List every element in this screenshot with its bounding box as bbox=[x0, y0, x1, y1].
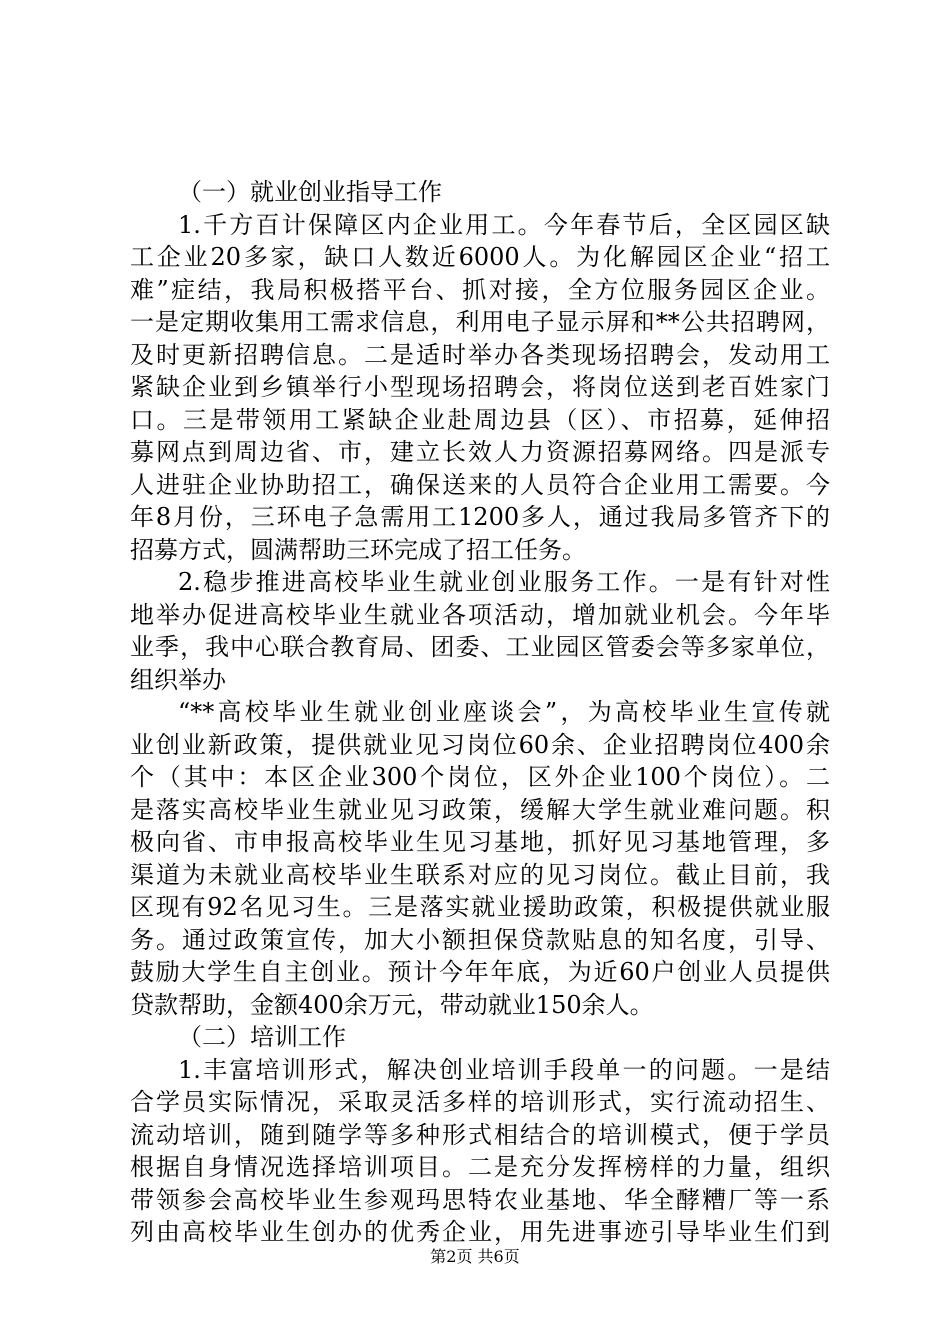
text-line: 工企业20多家，缺口人数近6000人。为化解园区企业“招工 bbox=[130, 243, 830, 271]
text-line: 合学员实际情况，采取灵活多样的培训形式，实行流动招生、 bbox=[130, 1088, 830, 1116]
text-line: 招募方式，圆满帮助三环完成了招工任务。 bbox=[130, 535, 586, 564]
text-line: 带领参会高校毕业生参观玛思特农业基地、华全酵糟厂等一系 bbox=[130, 1185, 830, 1214]
text-line: 1.丰富培训形式，解决创业培训手段单一的问题。一是结 bbox=[178, 1055, 830, 1084]
text-line: 鼓励大学生自主创业。预计今年年底，为近60户创业人员提供 bbox=[130, 958, 830, 986]
text-line: 列由高校毕业生创办的优秀企业，用先进事迹引导毕业生们到 bbox=[130, 1218, 830, 1246]
page-footer: 第2页 共6页 bbox=[430, 1247, 520, 1266]
document-body bbox=[130, 176, 830, 1249]
text-line: （一）就业创业指导工作 bbox=[178, 178, 442, 206]
text-line: 地举办促进高校毕业生就业各项活动，增加就业机会。今年毕 bbox=[130, 600, 830, 629]
text-line: 一是定期收集用工需求信息，利用电子显示屏和**公共招聘网， bbox=[130, 308, 830, 336]
text-line: 人进驻企业协助招工，确保送来的人员符合企业用工需要。今 bbox=[130, 470, 830, 499]
text-line: 组织举办 bbox=[130, 665, 226, 694]
text-line: 区现有92名见习生。三是落实就业援助政策，积极提供就业服 bbox=[130, 893, 830, 921]
text-line: 是落实高校毕业生就业见习政策，缓解大学生就业难问题。积 bbox=[130, 795, 830, 824]
text-line: 口。三是带领用工紧缺企业赴周边县（区）、市招募，延伸招 bbox=[130, 405, 830, 434]
text-line: 务。通过政策宣传，加大小额担保贷款贴息的知名度，引导、 bbox=[130, 925, 830, 954]
text-line: 及时更新招聘信息。二是适时举办各类现场招聘会，发动用工 bbox=[130, 340, 830, 369]
text-line: 募网点到周边省、市，建立长效人力资源招募网络。四是派专 bbox=[130, 438, 830, 466]
text-line: 年8月份，三环电子急需用工1200多人，通过我局多管齐下的 bbox=[130, 503, 830, 531]
text-line: 流动培训，随到随学等多种形式相结合的培训模式，便于学员 bbox=[130, 1120, 830, 1149]
text-line: 渠道为未就业高校毕业生联系对应的见习岗位。截止目前，我 bbox=[130, 860, 830, 889]
text-line: 业季，我中心联合教育局、团委、工业园区管委会等多家单位， bbox=[130, 633, 830, 661]
text-line: 2.稳步推进高校毕业生就业创业服务工作。一是有针对性 bbox=[178, 568, 830, 596]
text-line: 1.千方百计保障区内企业用工。今年春节后，全区园区缺 bbox=[178, 210, 830, 239]
text-line: 紧缺企业到乡镇举行小型现场招聘会，将岗位送到老百姓家门 bbox=[130, 373, 830, 401]
text-line: 难”症结，我局积极搭平台、抓对接，全方位服务园区企业。 bbox=[130, 275, 830, 304]
text-line: 极向省、市申报高校毕业生见习基地，抓好见习基地管理，多 bbox=[130, 828, 830, 856]
text-line: 个（其中：本区企业300个岗位，区外企业100个岗位）。二 bbox=[130, 763, 830, 791]
text-line: 业创业新政策，提供就业见习岗位60余、企业招聘岗位400余 bbox=[130, 730, 830, 759]
text-line: “**高校毕业生就业创业座谈会”，为高校毕业生宣传就 bbox=[178, 698, 830, 726]
text-line: 贷款帮助，金额400余万元，带动就业150余人。 bbox=[130, 990, 654, 1019]
text-line: （二）培训工作 bbox=[178, 1023, 346, 1051]
text-line: 根据自身情况选择培训项目。二是充分发挥榜样的力量，组织 bbox=[130, 1153, 830, 1181]
